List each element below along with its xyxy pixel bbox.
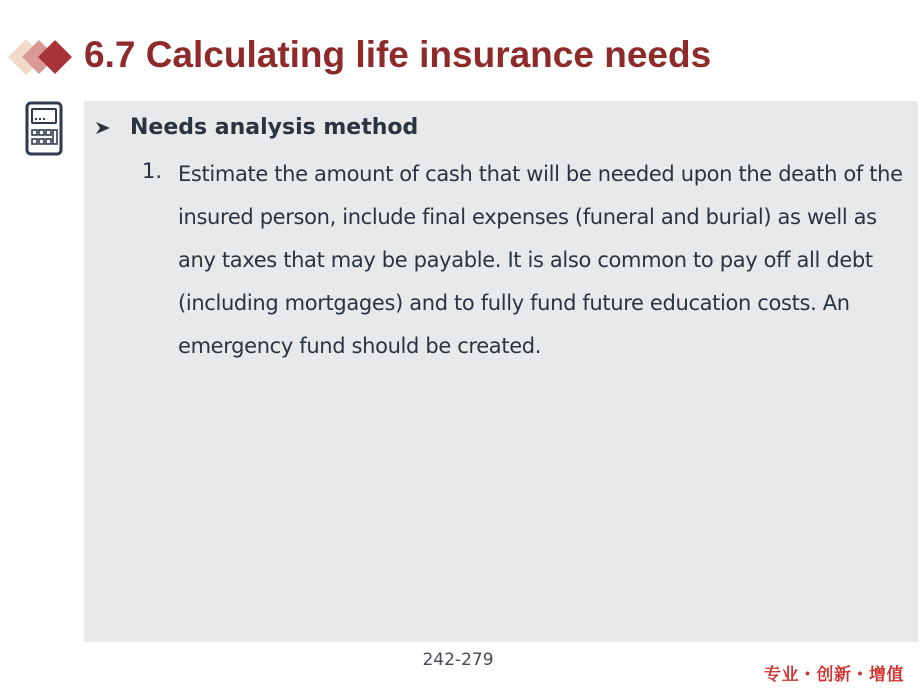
diamonds-logo-icon — [6, 34, 78, 80]
page-range: 242-279 — [422, 650, 494, 670]
bullet-heading: Needs analysis method — [130, 115, 419, 140]
list-item-text: Estimate the amount of cash that will be needed upon the death of the insured person, include final expenses (funeral and burial) as well as any taxes that may be payable. It is also common to pay off all debt (including mortgages) and to fully fund future education costs. An emergency fund should be created. — [178, 162, 903, 358]
calculator-icon — [25, 101, 63, 156]
slide-title: 6.7 Calculating life insurance needs — [84, 34, 712, 75]
slogan: 专业・创新・增值 — [764, 665, 904, 685]
arrow-bullet-icon — [94, 119, 112, 137]
list-item-number: 1. — [142, 159, 163, 183]
bullet-item — [94, 115, 418, 140]
content-panel — [84, 101, 918, 642]
